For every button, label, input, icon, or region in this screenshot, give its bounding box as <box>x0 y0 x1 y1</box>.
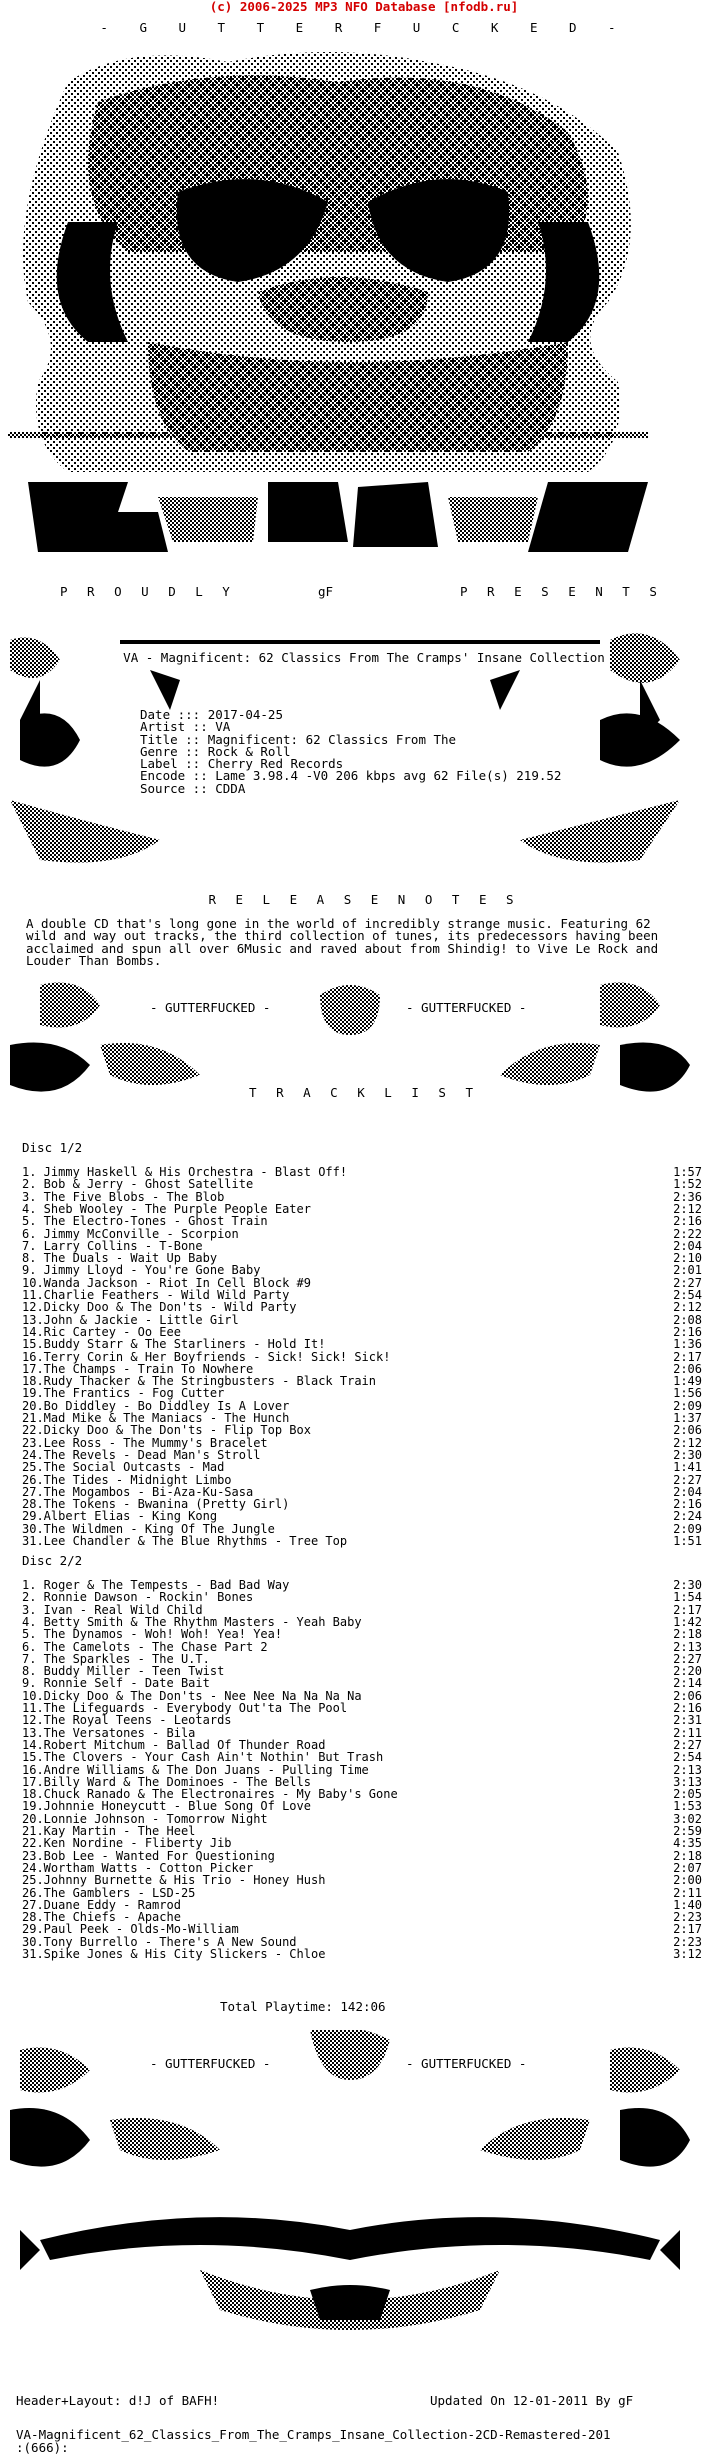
track-title: 4. Sheb Wooley - The Purple People Eater <box>22 1201 311 1216</box>
info-encode: Encode :: Lame 3.98.4 -V0 206 kbps avg 62 File(s) 219.52 <box>140 768 562 783</box>
track-duration: 2:09 <box>673 1398 702 1413</box>
track-title: 17.Billy Ward & The Dominoes - The Bells <box>22 1774 311 1789</box>
track-title: 30.The Wildmen - King Of The Jungle <box>22 1521 275 1536</box>
track-title: 16.Terry Corin & Her Boyfriends - Sick! Sick! Sick! <box>22 1349 391 1364</box>
track-duration: 2:05 <box>673 1787 702 1802</box>
track-title: 29.Albert Elias - King Kong <box>22 1509 218 1524</box>
banner-left-2: - GUTTERFUCKED - <box>150 2056 271 2071</box>
group-title: - G U T T E R F U C K E D - <box>100 20 628 35</box>
track-title: 25.Johnny Burnette & His Trio - Honey Hush <box>22 1873 326 1888</box>
track-row <box>22 1628 702 1640</box>
track-row <box>22 1948 702 1960</box>
track-duration: 1:49 <box>673 1374 702 1389</box>
track-duration: 2:10 <box>673 1251 702 1266</box>
track-duration: 2:23 <box>673 1934 702 1949</box>
track-title: 6. Jimmy McConville - Scorpion <box>22 1226 239 1241</box>
track-title: 26.The Gamblers - LSD-25 <box>22 1885 196 1900</box>
track-duration: 2:08 <box>673 1312 702 1327</box>
track-duration: 2:27 <box>673 1737 702 1752</box>
track-title: 22.Ken Nordine - Fliberty Jib <box>22 1836 232 1851</box>
track-title: 18.Chuck Ranado & The Electronaires - My Baby's Gone <box>22 1787 398 1802</box>
track-duration: 2:31 <box>673 1713 702 1728</box>
track-title: 29.Paul Peek - Olds-Mo-William <box>22 1922 239 1937</box>
track-row <box>22 1874 702 1886</box>
track-title: 11.Charlie Feathers - Wild Wild Party <box>22 1288 290 1302</box>
track-row <box>22 1461 702 1473</box>
track-title: 9. Jimmy Lloyd - You're Gone Baby <box>22 1263 261 1278</box>
track-duration: 2:09 <box>673 1521 702 1536</box>
track-title: 9. Ronnie Self - Date Bait <box>22 1676 210 1691</box>
info-genre: Genre :: Rock & Roll <box>140 744 291 759</box>
track-title: 28.The Chiefs - Apache <box>22 1910 181 1925</box>
track-duration: 2:11 <box>673 1725 702 1740</box>
track-title: 14.Robert Mitchum - Ballad Of Thunder Road <box>22 1737 326 1752</box>
track-row <box>22 1510 702 1522</box>
track-duration: 1:57 <box>673 1165 702 1179</box>
track-title: 21.Mad Mike & The Maniacs - The Hunch <box>22 1411 290 1425</box>
footer-layout-credit: Header+Layout: d!J of BAFH! <box>16 2393 220 2408</box>
track-duration: 1:51 <box>673 1534 702 1548</box>
track-row <box>22 1301 702 1313</box>
track-duration: 4:35 <box>673 1836 702 1851</box>
track-title: 26.The Tides - Midnight Limbo <box>22 1472 232 1487</box>
track-row <box>22 1387 702 1399</box>
track-duration: 2:17 <box>673 1602 702 1617</box>
track-duration: 2:30 <box>673 1447 702 1462</box>
release-title: VA - Magnificent: 62 Classics From The Cramps' Insane Collection <box>123 650 605 665</box>
track-duration: 1:41 <box>673 1460 702 1475</box>
banner-right-2: - GUTTERFUCKED - <box>406 2056 527 2071</box>
track-title: 31.Lee Chandler & The Blue Rhythms - Tree Top <box>22 1534 348 1548</box>
track-title: 11.The Lifeguards - Everybody Out'ta The Pool <box>22 1701 348 1715</box>
track-title: 6. The Camelots - The Chase Part 2 <box>22 1639 268 1654</box>
track-duration: 2:14 <box>673 1676 702 1691</box>
track-duration: 2:06 <box>673 1361 702 1376</box>
track-row <box>22 1751 702 1763</box>
track-title: 23.Bob Lee - Wanted For Questioning <box>22 1848 275 1863</box>
header-frame-art <box>0 600 700 900</box>
track-duration: 2:54 <box>673 1288 702 1302</box>
track-title: 17.The Champs - Train To Nowhere <box>22 1361 254 1376</box>
track-row <box>22 1677 702 1689</box>
track-duration: 2:17 <box>673 1349 702 1364</box>
track-duration: 2:17 <box>673 1922 702 1937</box>
track-duration: 2:06 <box>673 1423 702 1438</box>
track-row <box>22 1837 702 1849</box>
track-title: 18.Rudy Thacker & The Stringbusters - Black Train <box>22 1374 377 1389</box>
info-date: Date ::: 2017-04-25 <box>140 707 283 722</box>
track-duration: 2:27 <box>673 1472 702 1487</box>
track-title: 15.Buddy Starr & The Starliners - Hold It! <box>22 1337 326 1352</box>
track-duration: 2:13 <box>673 1639 702 1654</box>
track-duration: 2:12 <box>673 1300 702 1315</box>
banner-left-1: - GUTTERFUCKED - <box>150 1000 271 1015</box>
skull-art <box>8 42 648 562</box>
track-title: 5. The Electro-Tones - Ghost Train <box>22 1214 268 1229</box>
info-title: Title :: Magnificent: 62 Classics From The <box>140 732 457 747</box>
tracklist-header: T R A C K L I S T <box>249 1085 479 1100</box>
track-title: 22.Dicky Doo & The Don'ts - Flip Top Box <box>22 1423 311 1438</box>
track-title: 27.Duane Eddy - Ramrod <box>22 1897 181 1912</box>
track-duration: 2:04 <box>673 1238 702 1253</box>
track-title: 10.Wanda Jackson - Riot In Cell Block #9 <box>22 1275 311 1290</box>
track-duration: 2:12 <box>673 1201 702 1216</box>
track-title: 14.Ric Cartey - Oo Eee <box>22 1324 181 1339</box>
track-title: 8. The Duals - Wait Up Baby <box>22 1251 218 1266</box>
track-duration: 2:16 <box>673 1214 702 1229</box>
track-duration: 2:36 <box>673 1189 702 1204</box>
track-row <box>22 1178 702 1190</box>
track-title: 13.John & Jackie - Little Girl <box>22 1312 239 1327</box>
track-duration: 1:53 <box>673 1799 702 1814</box>
track-title: 25.The Social Outcasts - Mad <box>22 1460 225 1475</box>
track-row <box>22 1215 702 1227</box>
track-title: 7. Larry Collins - T-Bone <box>22 1238 203 1253</box>
track-duration: 2:22 <box>673 1226 702 1241</box>
track-duration: 2:30 <box>673 1578 702 1592</box>
track-duration: 2:20 <box>673 1664 702 1679</box>
track-duration: 2:27 <box>673 1275 702 1290</box>
banner-right-1: - GUTTERFUCKED - <box>406 1000 527 1015</box>
track-duration: 2:27 <box>673 1651 702 1666</box>
track-duration: 2:12 <box>673 1435 702 1450</box>
track-duration: 2:04 <box>673 1484 702 1499</box>
track-title: 20.Bo Diddley - Bo Diddley Is A Lover <box>22 1398 290 1413</box>
track-title: 16.Andre Williams & The Don Juans - Pulling Time <box>22 1762 369 1777</box>
track-row <box>22 1764 702 1776</box>
track-title: 30.Tony Burrello - There's A New Sound <box>22 1934 297 1949</box>
track-duration: 2:23 <box>673 1910 702 1925</box>
track-duration: 2:18 <box>673 1848 702 1863</box>
track-duration: 3:12 <box>673 1947 702 1961</box>
track-row <box>22 1641 702 1653</box>
track-title: 3. Ivan - Real Wild Child <box>22 1602 203 1617</box>
disc1-label: Disc 1/2 <box>22 1140 83 1155</box>
track-row <box>22 1474 702 1486</box>
release-notes-header: R E L E A S E N O T E S <box>208 892 520 907</box>
track-row <box>22 1800 702 1812</box>
track-title: 8. Buddy Miller - Teen Twist <box>22 1664 225 1679</box>
track-title: 28.The Tokens - Bwanina (Pretty Girl) <box>22 1497 290 1512</box>
track-duration: 1:37 <box>673 1411 702 1425</box>
track-duration: 2:07 <box>673 1860 702 1875</box>
track-title: 23.Lee Ross - The Mummy's Bracelet <box>22 1435 268 1450</box>
track-row <box>22 1887 702 1899</box>
gf-text: gF <box>318 584 334 599</box>
track-duration: 2:24 <box>673 1509 702 1524</box>
track-row <box>22 1923 702 1935</box>
track-row <box>22 1351 702 1363</box>
presents-text: P R E S E N T S <box>460 584 663 599</box>
track-duration: 3:02 <box>673 1811 702 1826</box>
track-title: 10.Dicky Doo & The Don'ts - Nee Nee Na Na Na Na <box>22 1688 362 1703</box>
track-title: 24.Wortham Watts - Cotton Picker <box>22 1860 254 1875</box>
track-duration: 2:18 <box>673 1627 702 1642</box>
track-duration: 2:00 <box>673 1873 702 1888</box>
track-title: 1. Roger & The Tempests - Bad Bad Way <box>22 1578 290 1592</box>
track-title: 31.Spike Jones & His City Slickers - Chloe <box>22 1947 326 1961</box>
track-row <box>22 1714 702 1726</box>
track-duration: 2:11 <box>673 1885 702 1900</box>
site-credit: (c) 2006-2025 MP3 NFO Database [nfodb.ru] <box>209 0 519 14</box>
track-title: 19.Johnnie Honeycutt - Blue Song Of Love <box>22 1799 311 1814</box>
track-duration: 1:52 <box>673 1177 702 1192</box>
disc2-label: Disc 2/2 <box>22 1553 83 1568</box>
track-duration: 2:59 <box>673 1824 702 1838</box>
track-title: 19.The Frantics - Fog Cutter <box>22 1386 225 1401</box>
track-title: 13.The Versatones - Bila <box>22 1725 196 1740</box>
track-duration: 2:16 <box>673 1701 702 1715</box>
footer-updated: Updated On 12-01-2011 By gF <box>430 2393 634 2408</box>
track-title: 27.The Mogambos - Bi-Aza-Ku-Sasa <box>22 1484 254 1499</box>
track-title: 7. The Sparkles - The U.T. <box>22 1651 210 1666</box>
release-filename: VA-Magnificent_62_Classics_From_The_Cramps_Insane_Collection-2CD-Remastered-201 <box>16 2427 611 2442</box>
info-label: Label :: Cherry Red Records <box>140 756 344 771</box>
track-duration: 2:16 <box>673 1324 702 1339</box>
art-signature: d!J/BAFH! <box>560 486 628 501</box>
track-title: 21.Kay Martin - The Heel <box>22 1824 196 1838</box>
track-row <box>22 1591 702 1603</box>
track-duration: 1:56 <box>673 1386 702 1401</box>
track-row <box>22 1424 702 1436</box>
total-playtime: Total Playtime: 142:06 <box>220 1999 386 2014</box>
release-filename-tail: :(666): <box>16 2440 69 2455</box>
track-title: 1. Jimmy Haskell & His Orchestra - Blast Off! <box>22 1165 348 1179</box>
track-row <box>22 1228 702 1240</box>
info-source: Source :: CDDA <box>140 781 246 796</box>
track-title: 12.Dicky Doo & The Don'ts - Wild Party <box>22 1300 297 1315</box>
track-duration: 2:13 <box>673 1762 702 1777</box>
track-row <box>22 1264 702 1276</box>
track-title: 15.The Clovers - Your Cash Ain't Nothin' But Trash <box>22 1750 384 1765</box>
track-duration: 1:42 <box>673 1614 702 1629</box>
track-duration: 1:54 <box>673 1590 702 1605</box>
info-artist: Artist :: VA <box>140 719 231 734</box>
track-title: 4. Betty Smith & The Rhythm Masters - Yeah Baby <box>22 1614 362 1629</box>
track-title: 5. The Dynamos - Woh! Woh! Yea! Yea! <box>22 1627 283 1642</box>
track-duration: 2:06 <box>673 1688 702 1703</box>
release-notes-text: A double CD that's long gone in the world of incredibly strange music. Featuring 62 wild and way out tracks, the third collection of tunes, its predecessors having been acclaimed and spun all over 6Music and raved about from Shindig! to Vive Le Rock and Louder Than Bombs. <box>26 916 659 968</box>
track-row <box>22 1535 702 1547</box>
track-title: 20.Lonnie Johnson - Tomorrow Night <box>22 1811 268 1826</box>
track-duration: 1:36 <box>673 1337 702 1352</box>
track-duration: 2:16 <box>673 1497 702 1512</box>
track-title: 2. Ronnie Dawson - Rockin' Bones <box>22 1590 254 1605</box>
track-title: 2. Bob & Jerry - Ghost Satellite <box>22 1177 254 1192</box>
proudly-text: P R O U D L Y <box>60 584 236 599</box>
track-title: 12.The Royal Teens - Leotards <box>22 1713 232 1728</box>
track-duration: 1:40 <box>673 1897 702 1912</box>
footer-art <box>0 2030 700 2370</box>
track-duration: 2:54 <box>673 1750 702 1765</box>
track-title: 24.The Revels - Dead Man's Stroll <box>22 1447 261 1462</box>
track-title: 3. The Five Blobs - The Blob <box>22 1189 225 1204</box>
track-duration: 3:13 <box>673 1774 702 1789</box>
track-duration: 2:01 <box>673 1263 702 1278</box>
track-row <box>22 1338 702 1350</box>
